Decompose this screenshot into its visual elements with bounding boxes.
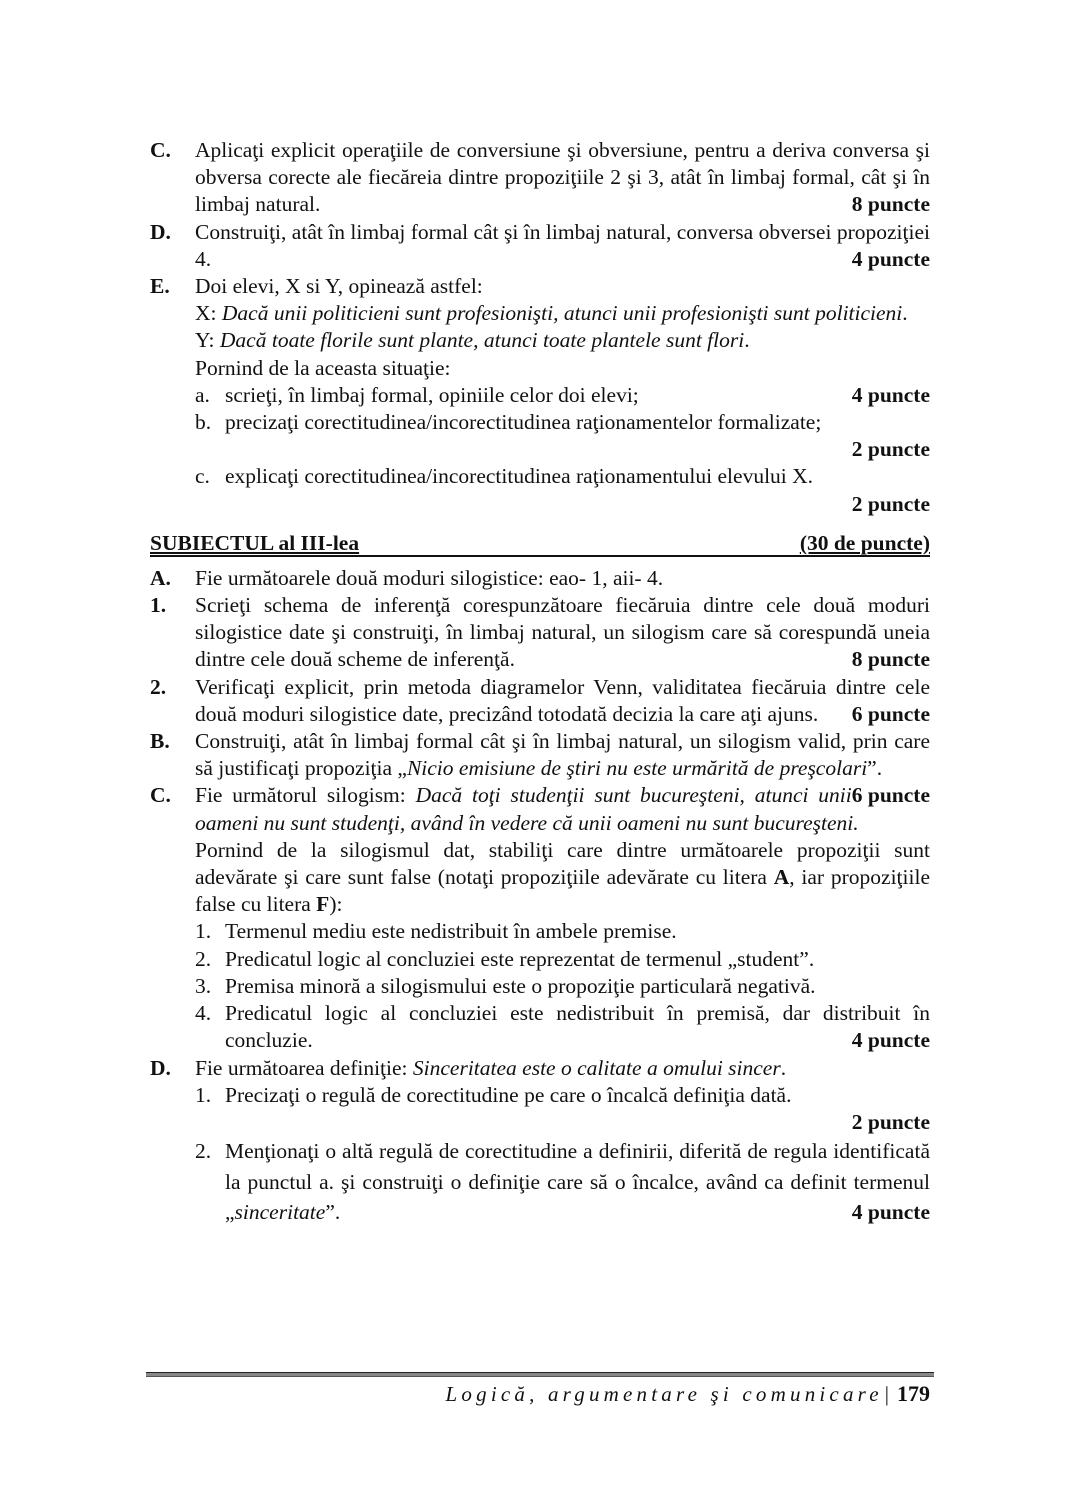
opinion-end: . — [902, 301, 908, 326]
exercise-lead: Pornind de la aceasta situaţie: — [195, 355, 451, 380]
page-number: 179 — [897, 1381, 930, 1406]
sub-item-1 — [195, 1082, 930, 1136]
points: 4 puncte — [851, 1028, 930, 1053]
exercise-label: 1. — [150, 593, 167, 618]
exercise-intro: Doi elevi, X si Y, opinează astfel: — [195, 274, 483, 299]
sub-item-text: Precizaţi o regulă de corectitudine pe care o încalcă definiţia dată. — [225, 1082, 792, 1107]
true-letter: A — [773, 865, 790, 890]
exercise-text: Fie următoarele două moduri silogistice: eao- 1, aii- 4. — [195, 565, 664, 590]
exercise-label: D. — [150, 1055, 171, 1080]
exercise-label: D. — [150, 219, 171, 244]
statement-number: 1. — [195, 919, 212, 944]
sub-item-marker: c. — [195, 464, 210, 489]
section-total-points: (30 de puncte) — [799, 530, 930, 555]
exercise-intro: Fie următoarea definiţie: — [195, 1055, 413, 1080]
sub-item-text: scrieţi, în limbaj formal, opiniile celor doi elevi; — [225, 382, 639, 407]
exercise-text: Verificaţi explicit, prin metoda diagramelor Venn, validitatea fiecăruia dintre cele două moduri silogistice date, precizând totodată decizia la care aţi ajuns. — [195, 674, 930, 726]
opinion-x — [195, 300, 930, 327]
opinion-text: Dacă unii politicieni sunt profesionişti, atunci unii profesionişti sunt politicieni — [221, 301, 903, 326]
sub-item-marker: a. — [195, 382, 210, 407]
footer-divider — [146, 1372, 934, 1377]
sub-item-c — [195, 463, 930, 517]
points: 2 puncte — [851, 1109, 930, 1134]
statement-number: 3. — [195, 973, 212, 998]
exercise-label: 2. — [150, 674, 167, 699]
exercise-d — [150, 219, 930, 273]
points: 4 puncte — [851, 382, 930, 407]
sub-item-marker: b. — [195, 410, 212, 435]
sub-item-text-end: ”. — [325, 1200, 341, 1225]
statement-number: 2. — [195, 946, 212, 971]
exercise-label: B. — [150, 729, 170, 754]
page-content — [150, 137, 930, 1228]
points: 6 puncte — [851, 701, 930, 726]
points: 8 puncte — [851, 647, 930, 672]
section-heading — [150, 530, 930, 557]
exercise-c — [150, 137, 930, 219]
exercise-label: C. — [150, 138, 171, 162]
statement-text: Predicatul logic al concluziei este nedistribuit în premisă, dar distribuit în concluzie. — [225, 1001, 930, 1053]
book-title: Logică, argumentare şi comunicare — [445, 1382, 883, 1406]
sub-item-term: sinceritate — [234, 1200, 326, 1225]
statement-2 — [195, 946, 930, 973]
points: 2 puncte — [851, 491, 930, 516]
exercise-text-end: ”. — [867, 756, 883, 781]
sub-item-2 — [195, 1136, 930, 1228]
exercise-text: Scrieţi schema de inferenţă corespunzătoare fiecăruia dintre cele două moduri silogistice date şi construiţi, în limbaj natural, un silogism care să corespundă uneia dintre cele două scheme de inferenţă. — [195, 593, 930, 672]
exercise-3d — [150, 1055, 930, 1228]
exercise-3a-1 — [150, 592, 930, 674]
opinion-text: Dacă toate florile sunt plante, atunci toate plantele sunt flori — [219, 328, 745, 353]
exercise-text: Construiţi, atât în limbaj formal cât şi în limbaj natural, un silogism valid, prin care să justificaţi propoziţia „ — [195, 729, 930, 781]
instruction-text: Pornind de la silogismul dat, stabiliţi care dintre următoarele propoziţii sunt adevărate şi care sunt false (notaţi propoziţiile adevărate cu litera — [195, 837, 930, 890]
opinion-prefix: X: — [195, 301, 222, 326]
statement-3 — [195, 973, 930, 1000]
sub-item-marker: 1. — [195, 1082, 212, 1107]
points: 4 puncte — [851, 1200, 930, 1225]
statement-text: Premisa minoră a silogismului este o propoziţie particulară negativă. — [225, 973, 816, 998]
exercise-label: A. — [150, 565, 171, 590]
exercise-intro: Fie următorul silogism: — [195, 783, 416, 808]
exercise-quote: Nicio emisiune de ştiri nu este urmărită de preşcolari — [406, 756, 868, 781]
points: 8 puncte — [851, 192, 930, 217]
exercise-3a — [150, 565, 930, 592]
definition-text: Sinceritatea este o calitate a omului sincer — [412, 1055, 781, 1080]
exercise-e — [150, 273, 930, 518]
sub-item-text: Menţionaţi o altă regulă de corectitudine a definirii, diferită de regula identificată la punctul a. şi construiţi o definiţie care să o încalce, având ca definit termenul „ — [225, 1139, 930, 1225]
exercise-label: C. — [150, 783, 171, 808]
section-title: SUBIECTUL al III-lea — [150, 530, 360, 555]
exercise-text: Aplicaţi explicit operaţiile de conversiune şi obversiune, pentru a deriva conversa şi obversa corecte ale fiecăreia dintre propoziţiile 2 şi 3, atât în limbaj formal, cât şi în limbaj natural. — [195, 138, 930, 217]
sub-item-a — [195, 382, 930, 409]
exercise-label: E. — [150, 274, 170, 299]
points: 2 puncte — [851, 437, 930, 462]
footer-separator: | — [884, 1382, 889, 1406]
statement-number: 4. — [195, 1001, 212, 1026]
statement-1 — [195, 918, 930, 945]
sub-item-marker: 2. — [195, 1139, 212, 1164]
false-letter: F — [316, 892, 330, 917]
statement-text: Termenul mediu este nedistribuit în ambele premise. — [225, 919, 677, 944]
exercise-3c — [150, 782, 930, 1054]
definition-end: . — [780, 1055, 787, 1080]
points: 6 puncte — [851, 783, 930, 808]
instruction-text: , iar propoziţiile false cu litera — [195, 865, 930, 917]
statement-text: Predicatul logic al concluziei este reprezentat de termenul „student”. — [225, 946, 815, 971]
opinion-end: . — [744, 328, 750, 353]
sub-item-text: precizaţi corectitudinea/incorectitudinea raţionamentelor formalizate; — [225, 410, 822, 435]
opinion-y — [195, 327, 930, 354]
points: 4 puncte — [851, 246, 930, 271]
exercise-text: Construiţi, atât în limbaj formal cât şi în limbaj natural, conversa obversei propoziţiei 4. — [195, 219, 930, 271]
opinion-prefix: Y: — [195, 328, 220, 353]
sub-item-text: explicaţi corectitudinea/incorectitudinea raţionamentului elevului X. — [225, 464, 814, 489]
syllogism-text: Dacă toţi studenţii sunt bucureşteni, atunci unii oameni nu sunt studenţi, având în vedere că unii oameni nu sunt bucureşteni. — [195, 783, 859, 835]
exercise-3a-2 — [150, 674, 930, 728]
statement-4 — [195, 1000, 930, 1054]
page-footer — [446, 1380, 930, 1408]
instruction-text: ): — [329, 892, 343, 917]
sub-item-b — [195, 409, 930, 463]
